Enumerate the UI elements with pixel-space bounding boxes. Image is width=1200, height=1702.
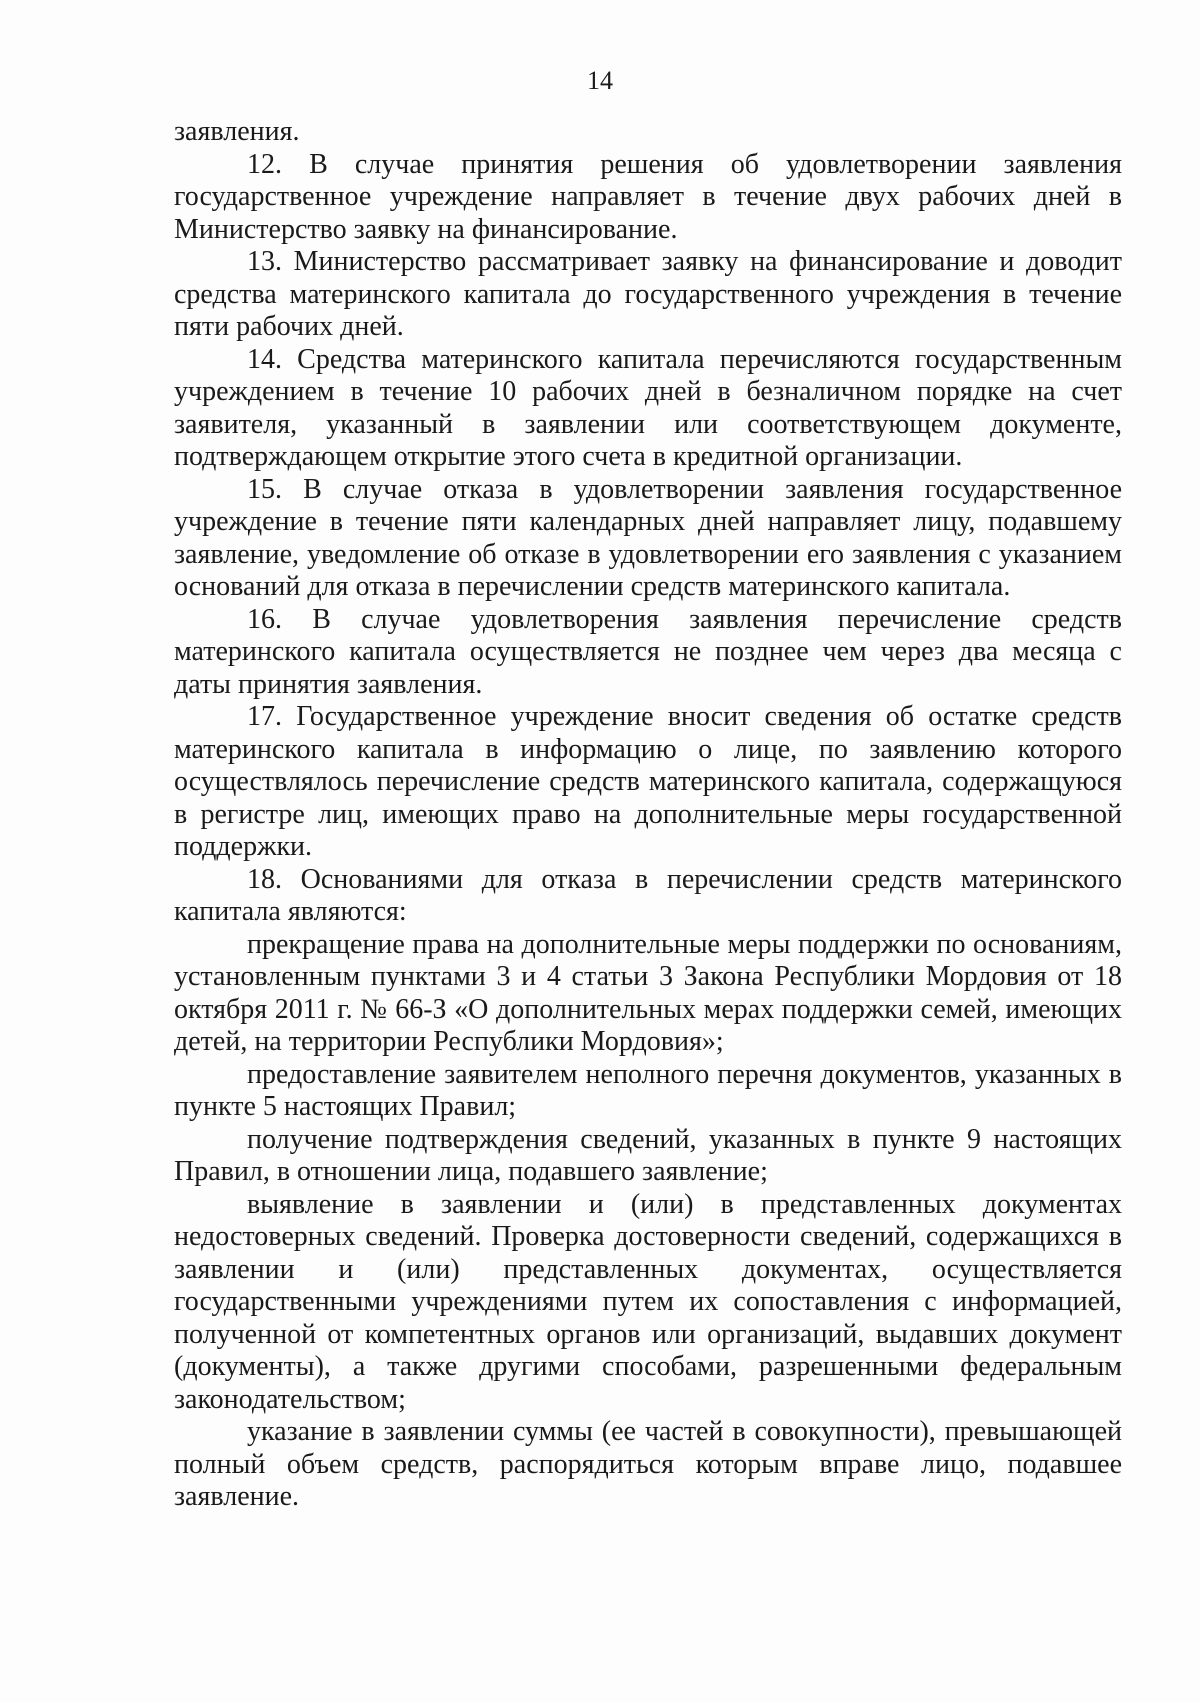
refusal-ground-termination: прекращение права на дополнительные меры поддержки по основаниям, установленным пунктами 3 и 4 статьи 3 Закона Республики Мордовия от 18 октября 2011 г. № 66-З «О дополнительных мерах поддержки семей, имеющих детей, на территории Республики Мордовия»; xyxy=(174,928,1122,1057)
page-number: 14 xyxy=(587,66,613,95)
refusal-ground-confirmation: получение подтверждения сведений, указанных в пункте 9 настоящих Правил, в отношении лица, подавшего заявление; xyxy=(174,1123,1122,1187)
refusal-ground-false-info: выявление в заявлении и (или) в представленных документах недостоверных сведений. Проверка достоверности сведений, содержащихся в заявлении и (или) представленных документах, осуществляется государственными учреждениями путем их сопоставления с информацией, полученной от компетентных органов или организаций, выдавших документ (документы), а также другими способами, разрешенными федеральным законодательством; xyxy=(174,1188,1122,1415)
document-body xyxy=(174,116,1122,1514)
paragraph-item-14: 14. Средства материнского капитала перечисляются государственным учреждением в течение 10 рабочих дней в безналичном порядке на счет заявителя, указанный в заявлении или соответствующем документе, подтверждающем открытие этого счета в кредитной организации. xyxy=(174,343,1122,472)
paragraph-item-17: 17. Государственное учреждение вносит сведения об остатке средств материнского капитала в информацию о лице, по заявлению которого осуществлялось перечисление средств материнского капитала, содержащуюся в регистре лиц, имеющих право на дополнительные меры государственной поддержки. xyxy=(174,701,1122,862)
paragraph-item-18: 18. Основаниями для отказа в перечислении средств материнского капитала являются: xyxy=(174,863,1122,927)
refusal-ground-incomplete-docs: предоставление заявителем неполного перечня документов, указанных в пункте 5 настоящих Правил; xyxy=(174,1058,1122,1122)
paragraph-item-16: 16. В случае удовлетворения заявления перечисление средств материнского капитала осуществляется не позднее чем через два месяца с даты принятия заявления. xyxy=(174,603,1122,700)
paragraph-continuation: заявления. xyxy=(174,116,300,147)
refusal-ground-excess-sum: указание в заявлении суммы (ее частей в совокупности), превышающей полный объем средств, распорядиться которым вправе лицо, подавшее заявление. xyxy=(174,1416,1122,1512)
paragraph-item-12: 12. В случае принятия решения об удовлетворении заявления государственное учреждение направляет в течение двух рабочих дней в Министерство заявку на финансирование. xyxy=(174,148,1122,245)
paragraph-item-13: 13. Министерство рассматривает заявку на финансирование и доводит средства материнского капитала до государственного учреждения в течение пяти рабочих дней. xyxy=(174,246,1122,342)
paragraph-item-15: 15. В случае отказа в удовлетворении заявления государственное учреждение в течение пяти календарных дней направляет лицу, подавшему заявление, уведомление об отказе в удовлетворении его заявления с указанием оснований для отказа в перечислении средств материнского капитала. xyxy=(174,473,1122,602)
